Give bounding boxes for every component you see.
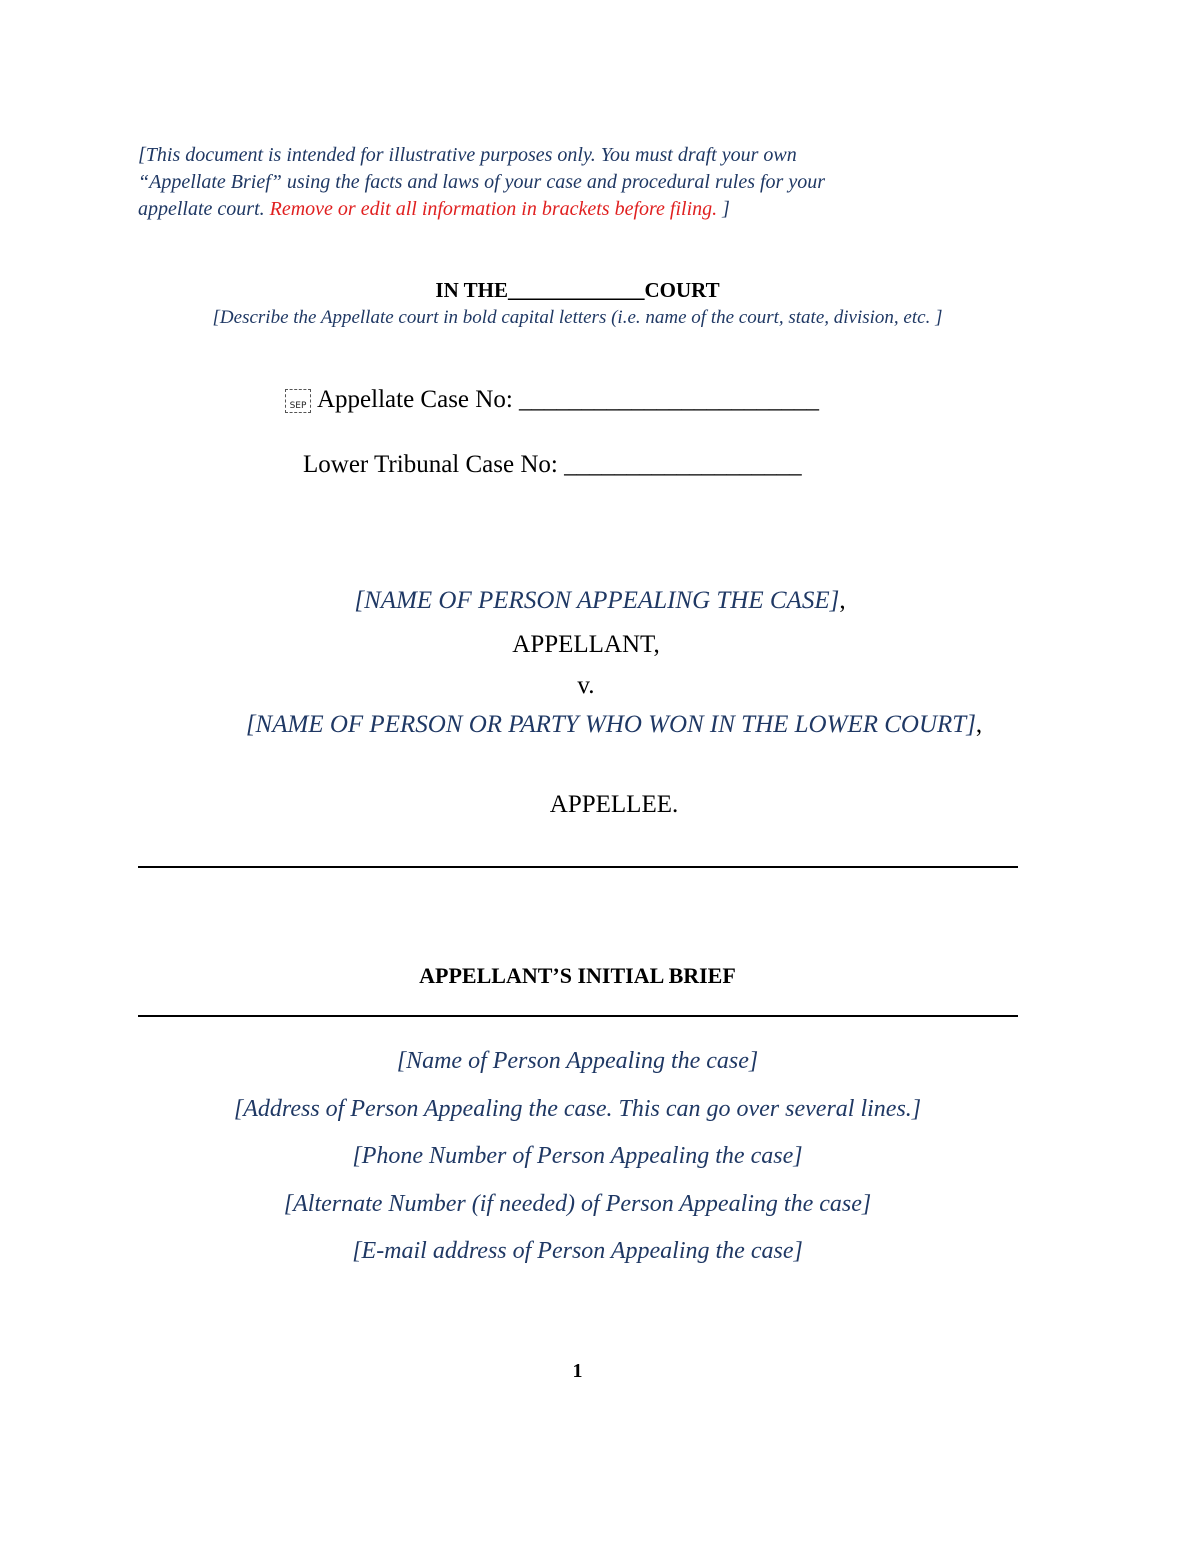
contact-address: [Address of Person Appealing the case. This can go over several lines.]: [233, 1096, 922, 1122]
appellant-role: APPELLANT,: [512, 631, 660, 658]
appellate-case-number: [285, 386, 819, 414]
notice-line-3: [138, 196, 1038, 223]
appellant-name-line: [0, 587, 1200, 615]
notice-line-1: [This document is intended for illustrative purposes only. You must draft your own: [138, 144, 797, 166]
notice-line-3-end: ]: [717, 198, 730, 220]
appellee-name-line: [14, 711, 1200, 739]
versus: v.: [577, 672, 595, 699]
page-number: 1: [572, 1360, 583, 1382]
brief-title: APPELLANT’S INITIAL BRIEF: [419, 963, 736, 988]
notice-warning: Remove or edit all information in brackets before filing.: [269, 198, 718, 220]
appellant-name: [NAME OF PERSON APPEALING THE CASE]: [354, 587, 840, 614]
contact-alternate-phone: [Alternate Number (if needed) of Person Appealing the case]: [283, 1191, 872, 1217]
lower-tribunal-case-number: Lower Tribunal Case No: ___________________: [303, 451, 802, 478]
contact-email: [E-mail address of Person Appealing the case]: [352, 1238, 803, 1264]
notice-line-3-start: appellate court.: [138, 198, 270, 220]
separator-glyph-icon: SEP: [285, 389, 311, 413]
appellee-name: [NAME OF PERSON OR PARTY WHO WON IN THE LOWER COURT]: [245, 711, 976, 738]
contact-phone: [Phone Number of Person Appealing the case]: [352, 1143, 803, 1169]
appellee-comma: ,: [975, 711, 983, 738]
appellate-case-number-text: Appellate Case No: ________________________: [317, 386, 820, 413]
court-description: [Describe the Appellate court in bold capital letters (i.e. name of the court, state, division, etc. ]: [212, 307, 943, 328]
divider-top: [138, 866, 1018, 868]
notice-line-2: “Appellate Brief” using the facts and laws of your case and procedural rules for your: [138, 171, 825, 193]
contact-name: [Name of Person Appealing the case]: [396, 1048, 759, 1074]
court-heading: IN THE_____________COURT: [435, 278, 720, 302]
divider-bottom: [138, 1015, 1018, 1017]
instruction-notice: [138, 142, 1038, 223]
appellee-role: APPELLEE.: [549, 791, 679, 818]
appellant-comma: ,: [839, 587, 846, 614]
